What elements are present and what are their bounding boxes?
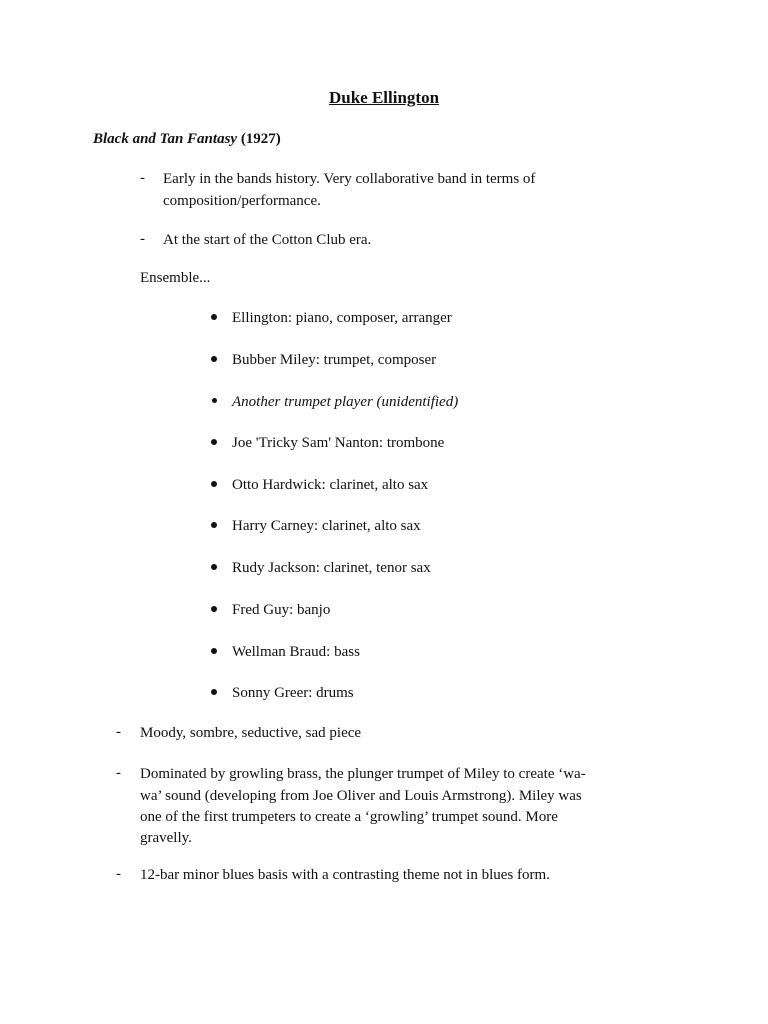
ensemble-item: Ellington: piano, composer, arranger	[232, 310, 452, 326]
bullet-icon	[211, 689, 217, 695]
ensemble-item: Sonny Greer: drums	[232, 685, 354, 701]
note-1-dash: -	[116, 724, 121, 740]
bullet-icon	[211, 648, 217, 654]
note-3-line-1: 12-bar minor blues basis with a contrasting theme not in blues form.	[140, 867, 550, 883]
ensemble-item: Rudy Jackson: clarinet, tenor sax	[232, 560, 431, 576]
note-2-line-3: one of the first trumpeters to create a ‘growling’ trumpet sound. More	[140, 809, 558, 825]
note-2-line-1: Dominated by growling brass, the plunger trumpet of Miley to create ‘wa-	[140, 766, 586, 782]
ensemble-item: Joe 'Tricky Sam' Nanton: trombone	[232, 435, 445, 451]
page-title: Duke Ellington	[328, 88, 440, 107]
bullet-icon	[211, 481, 217, 487]
intro-point-2-line-1: At the start of the Cotton Club era.	[163, 232, 372, 248]
note-2-line-2: wa’ sound (developing from Joe Oliver and Louis Armstrong). Miley was	[140, 788, 582, 804]
bullet-icon	[211, 356, 217, 362]
note-1-line-1: Moody, sombre, seductive, sad piece	[140, 725, 362, 741]
intro-point-1-line-1: Early in the bands history. Very collaborative band in terms of	[163, 171, 536, 187]
note-2-dash: -	[116, 765, 121, 781]
bullet-icon	[212, 398, 217, 403]
ensemble-item: Bubber Miley: trumpet, composer	[232, 352, 437, 368]
piece-title: Black and Tan Fantasy	[93, 131, 238, 147]
bullet-icon	[211, 439, 217, 445]
ensemble-item: Harry Carney: clarinet, alto sax	[232, 518, 421, 534]
bullet-icon	[211, 564, 217, 570]
intro-point-2-dash: -	[140, 231, 145, 247]
note-2-line-4: gravelly.	[140, 830, 192, 846]
piece-heading	[93, 131, 281, 148]
ensemble-item: Wellman Braud: bass	[232, 644, 360, 660]
bullet-icon	[211, 522, 217, 528]
ensemble-item: Another trumpet player (unidentified)	[232, 394, 459, 410]
intro-point-1-dash: -	[140, 170, 145, 186]
ensemble-heading: Ensemble...	[140, 270, 211, 286]
ensemble-item: Otto Hardwick: clarinet, alto sax	[232, 477, 429, 493]
note-3-dash: -	[116, 866, 121, 882]
ensemble-item: Fred Guy: banjo	[232, 602, 331, 618]
bullet-icon	[211, 606, 217, 612]
bullet-icon	[211, 314, 217, 320]
piece-year: (1927)	[240, 131, 281, 147]
intro-point-1-line-2: composition/performance.	[163, 193, 321, 209]
